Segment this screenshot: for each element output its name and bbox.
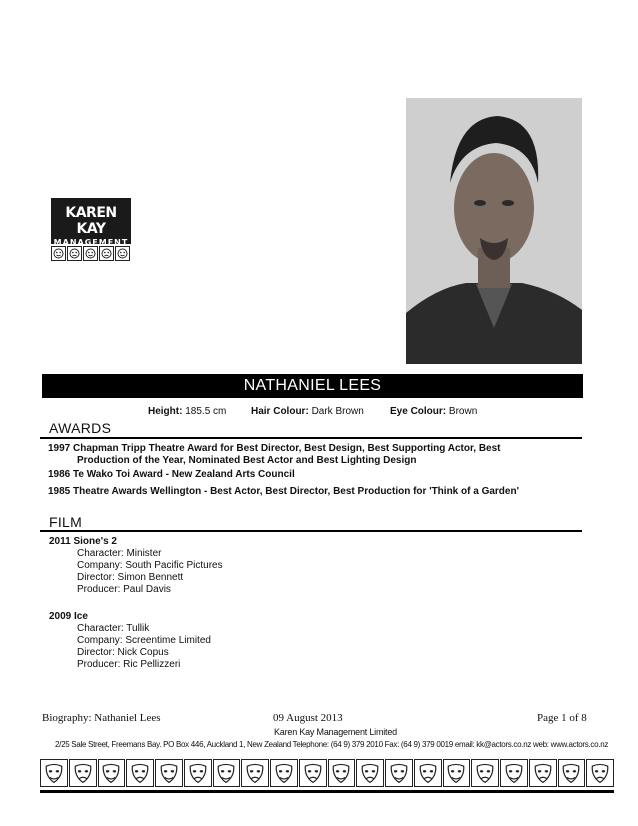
theatre-mask-icon xyxy=(115,246,130,261)
footer-contact-line: 2/25 Sale Street, Freemans Bay. PO Box 446, Auckland 1, New Zealand Telephone: (64 9) 379 2010 Fax: (64 9) 379 0019 email: kk@actors.co.nz web: www.actors.co.nz xyxy=(55,740,609,749)
theatre-mask-icon xyxy=(328,759,356,787)
height-value: 185.5 cm xyxy=(185,406,227,417)
hair-stat xyxy=(251,406,364,417)
logo-line2: MANAGEMENT xyxy=(53,238,129,247)
footer-company-name: Karen Kay Management Limited xyxy=(274,727,397,737)
award-item: 1985 Theatre Awards Wellington - Best Actor, Best Director, Best Production for 'Think of a Garden' xyxy=(48,486,519,497)
theatre-mask-icon xyxy=(83,246,98,261)
theatre-mask-icon xyxy=(385,759,413,787)
award-item-continued: Production of the Year, Nominated Best Actor and Best Lighting Design xyxy=(77,455,417,466)
eye-label: Eye Colour: xyxy=(390,406,447,417)
eye-stat xyxy=(390,406,477,417)
theatre-mask-icon xyxy=(529,759,557,787)
hair-value: Dark Brown xyxy=(311,406,364,417)
theatre-mask-icon xyxy=(98,759,126,787)
theatre-mask-strip xyxy=(40,753,614,793)
theatre-mask-icon xyxy=(241,759,269,787)
film-heading: FILM xyxy=(49,514,83,530)
theatre-mask-icon xyxy=(414,759,442,787)
theatre-mask-icon xyxy=(471,759,499,787)
film-company: Company: South Pacific Pictures xyxy=(77,560,223,571)
film-company: Company: Screentime Limited xyxy=(77,635,211,646)
theatre-mask-icon xyxy=(40,759,68,787)
awards-heading: AWARDS xyxy=(49,420,112,436)
theatre-mask-icon xyxy=(126,759,154,787)
awards-divider xyxy=(40,437,582,439)
logo-line1: KAREN KAY xyxy=(65,205,117,237)
headshot-photo xyxy=(406,98,582,364)
theatre-mask-icon xyxy=(443,759,471,787)
theatre-mask-icon xyxy=(213,759,241,787)
film-title: 2011 Sione's 2 xyxy=(49,536,117,547)
theatre-mask-icon xyxy=(67,246,82,261)
film-divider xyxy=(40,530,582,532)
agency-logo xyxy=(51,198,131,264)
footer-rule xyxy=(40,790,614,793)
height-stat xyxy=(148,406,226,417)
film-title: 2009 Ice xyxy=(49,611,88,622)
eye-value: Brown xyxy=(448,406,478,417)
theatre-mask-icon xyxy=(558,759,586,787)
theatre-mask-icon xyxy=(270,759,298,787)
theatre-mask-icon xyxy=(51,246,66,261)
theatre-mask-icon xyxy=(586,759,614,787)
award-item: 1997 Chapman Tripp Theatre Award for Best Director, Best Design, Best Supporting Actor, Best xyxy=(48,443,501,454)
film-producer: Producer: Ric Pellizzeri xyxy=(77,659,181,670)
film-director: Director: Simon Bennett xyxy=(77,572,184,583)
theatre-mask-icon xyxy=(99,246,114,261)
film-producer: Producer: Paul Davis xyxy=(77,584,171,595)
height-label: Height: xyxy=(148,406,183,417)
actor-name-bar: NATHANIEL LEES xyxy=(42,374,583,398)
film-director: Director: Nick Copus xyxy=(77,647,169,658)
footer-date: 09 August 2013 xyxy=(273,712,343,724)
theatre-mask-icon xyxy=(356,759,384,787)
footer-page-number: Page 1 of 8 xyxy=(537,712,587,724)
theatre-mask-icon xyxy=(184,759,212,787)
film-character: Character: Tullik xyxy=(77,623,150,634)
film-character: Character: Minister xyxy=(77,548,162,559)
theatre-mask-icon xyxy=(69,759,97,787)
theatre-mask-icon xyxy=(500,759,528,787)
footer-biography-label: Biography: Nathaniel Lees xyxy=(42,712,161,724)
theatre-mask-icon xyxy=(299,759,327,787)
award-item: 1986 Te Wako Toi Award - New Zealand Arts Council xyxy=(48,469,295,480)
logo-theatre-masks xyxy=(51,246,131,261)
theatre-mask-icon xyxy=(155,759,183,787)
hair-label: Hair Colour: xyxy=(251,406,309,417)
